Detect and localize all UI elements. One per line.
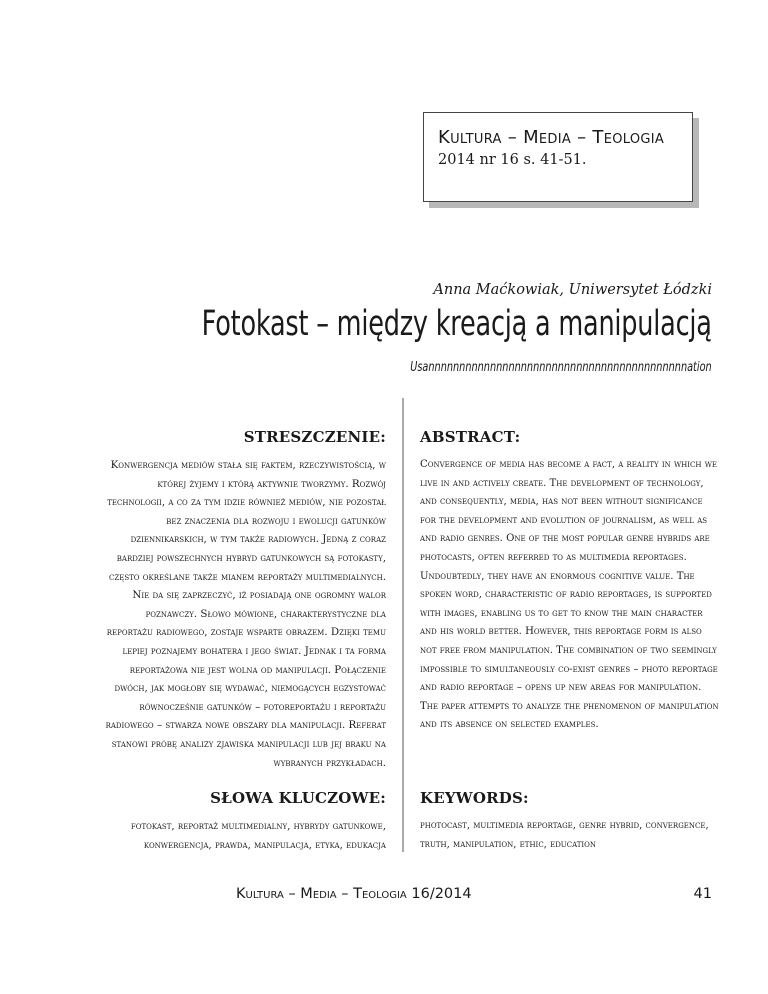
page-number: 41 (693, 886, 712, 902)
keywords-polish-heading: SŁOWA KLUCZOWE: (210, 789, 386, 807)
keywords-polish (100, 789, 386, 854)
abstract-polish-text: Konwergencja mediów stała się faktem, rzeczywistością, w której żyjemy i którą aktywnie tworzymy. Rozwój technologii, a co za tym idzie również mediów, nie pozostał bez znaczenia dla rozwoju i ewolucji gatunków dziennikarskich, w tym także radiowych. Jedną z coraz bardziej powszechnych hybryd gatunkowych są fotokasty, często określane także mianem reportaży multimedialnych. Nie da się zaprzeczyć, iż posiadają one ogromny walor poznawczy. Słowo mówione, charakterystyczne dla reportażu radiowego, zostaje wsparte obrazem. Dzięki temu lepiej poznajemy bohatera i jego świat. Jednak i ta forma reportażowa nie jest wolna od manipulacji. Połączenie dwóch, jak mogłoby się wydawać, niemogących egzystować równocześnie gatunków – fotoreportażu i reportażu radiowego – stwarza nowe obszary dla manipulacji. Referat stanowi próbę analizy zjawiska manipulacji lub jej braku na wybranych przykładach. (105, 459, 386, 769)
journal-info-box (423, 112, 693, 202)
journal-issue: 2014 nr 16 s. 41-51. (438, 152, 587, 168)
footer-journal-name: Kultura – Media – Teologia 16/2014 (236, 886, 472, 902)
journal-name: Kultura – Media – Teologia (438, 127, 665, 148)
keywords-english-text: photocast, multimedia reportage, genre hybrid, convergence, truth, manipulation, ethic, education (420, 820, 709, 850)
abstract-english-text: Convergence of media has become a fact, a reality in which we live in and actively create. The development of technology, and consequently, media, has not been without significance for the development and evolution of journalism, as well as and radio genres. One of the most popular genre hybrids are photocasts, often referred to as multimedia reportages. Undoubtedly, they have an enormous cognitive value. The spoken word, characteristic of radio reportages, is supported with images, enabling us to get to know the main character and his world better. However, this reportage form is also not free from manipulation. The combination of two seemingly impossible to simultaneously co-exist genres – photo reportage and radio reportage – opens up new areas for manipulation. The paper attempts to analyze the phenomenon of manipulation and its absence on selected examples. (420, 459, 719, 731)
abstract-polish-heading: STRESZCZENIE: (243, 428, 386, 446)
article-subtitle: Usannnnnnnnnnnnnnnnnnnnnnnnnnnnnnnnnnnnnnnnnnation (410, 359, 712, 375)
keywords-english (420, 789, 720, 854)
keywords-polish-text: fotokast, reportaż multimedialny, hybrydy gatunkowe, konwergencja, prawda, manipulacja, etyka, edukacja (130, 820, 386, 851)
article-author: Anna Maćkowiak, Uniwersytet Łódzki (433, 282, 712, 298)
article-title: Fotokast – między kreacją a manipulacją (201, 304, 712, 344)
column-divider (402, 398, 404, 852)
abstract-polish (100, 428, 386, 772)
abstract-english-heading: ABSTRACT: (420, 428, 521, 446)
abstract-english (420, 428, 720, 735)
keywords-english-heading: KEYWORDS: (420, 789, 529, 807)
